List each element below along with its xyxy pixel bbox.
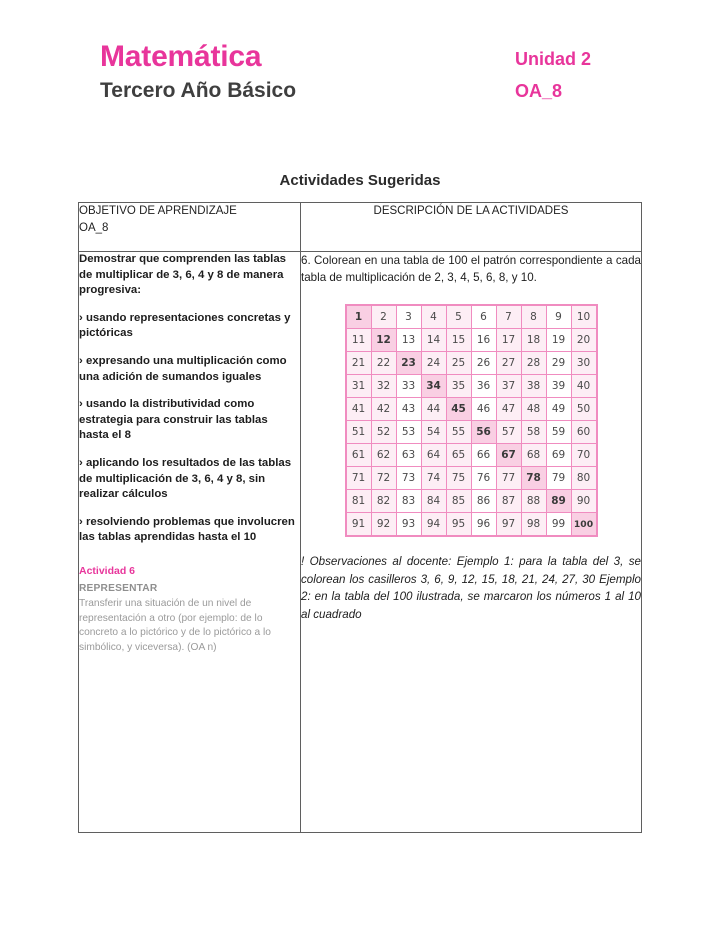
- objective-intro: Demostrar que comprenden las tablas de multiplicar de 3, 6, 4 y 8 de manera progresiva:: [79, 253, 286, 297]
- hundred-chart-body: [346, 305, 597, 536]
- hundred-chart-cell-4: 4: [421, 305, 446, 329]
- hundred-chart-cell-39: 39: [546, 375, 571, 398]
- hundred-chart-row: [346, 444, 597, 467]
- hundred-chart-cell-100: 100: [571, 513, 597, 537]
- hundred-chart-cell-85: 85: [446, 490, 471, 513]
- hundred-chart-cell-57: 57: [496, 421, 521, 444]
- hundred-chart-cell-97: 97: [496, 513, 521, 537]
- hundred-chart-cell-40: 40: [571, 375, 597, 398]
- hundred-chart-cell-88: 88: [521, 490, 546, 513]
- hundred-chart-cell-36: 36: [471, 375, 496, 398]
- hundred-chart: [345, 304, 598, 537]
- hundred-chart-row: [346, 513, 597, 537]
- hundred-chart-cell-61: 61: [346, 444, 372, 467]
- hundred-chart-cell-80: 80: [571, 467, 597, 490]
- hundred-chart-cell-76: 76: [471, 467, 496, 490]
- hundred-chart-cell-74: 74: [421, 467, 446, 490]
- hundred-chart-row: [346, 305, 597, 329]
- table-body-row: [79, 252, 642, 833]
- hundred-chart-row: [346, 375, 597, 398]
- hundred-chart-cell-16: 16: [471, 329, 496, 352]
- hundred-chart-cell-28: 28: [521, 352, 546, 375]
- hundred-chart-cell-37: 37: [496, 375, 521, 398]
- hundred-chart-cell-6: 6: [471, 305, 496, 329]
- hundred-chart-cell-34: 34: [421, 375, 446, 398]
- hundred-chart-cell-58: 58: [521, 421, 546, 444]
- hundred-chart-cell-11: 11: [346, 329, 372, 352]
- hundred-chart-cell-59: 59: [546, 421, 571, 444]
- hundred-chart-cell-62: 62: [371, 444, 396, 467]
- objective-bullet-4: › resolviendo problemas que involucren las tablas aprendidas hasta el 10: [79, 515, 295, 544]
- hundred-chart-cell-82: 82: [371, 490, 396, 513]
- hundred-chart-cell-71: 71: [346, 467, 372, 490]
- hundred-chart-cell-77: 77: [496, 467, 521, 490]
- activity-label: Actividad 6: [79, 564, 136, 577]
- hundred-chart-cell-73: 73: [396, 467, 421, 490]
- hundred-chart-cell-3: 3: [396, 305, 421, 329]
- hundred-chart-cell-90: 90: [571, 490, 597, 513]
- hundred-chart-cell-86: 86: [471, 490, 496, 513]
- hundred-chart-cell-64: 64: [421, 444, 446, 467]
- description-cell: [301, 252, 642, 833]
- hundred-chart-cell-27: 27: [496, 352, 521, 375]
- header-objective-line1: OBJETIVO DE APRENDIZAJE: [79, 205, 237, 217]
- hundred-chart-cell-92: 92: [371, 513, 396, 537]
- hundred-chart-cell-17: 17: [496, 329, 521, 352]
- hundred-chart-row: [346, 490, 597, 513]
- hundred-chart-row: [346, 352, 597, 375]
- header-description-label: DESCRIPCIÓN DE LA ACTIVIDADES: [373, 205, 569, 217]
- objective-bullet-0: › usando representaciones concretas y pictóricas: [79, 311, 291, 340]
- hundred-chart-cell-91: 91: [346, 513, 372, 537]
- teacher-observation-text: ! Observaciones al docente: Ejemplo 1: para la tabla del 3, se colorean los casilleros 3, 6, 9, 12, 15, 18, 21, 24, 27, 30 Ejemplo 2: en la tabla del 100 ilustrada, se marcaron los números 1 al 10 al cuadrado: [301, 555, 641, 621]
- hundred-chart-cell-49: 49: [546, 398, 571, 421]
- hundred-chart-cell-93: 93: [396, 513, 421, 537]
- hundred-chart-cell-8: 8: [521, 305, 546, 329]
- hundred-chart-cell-63: 63: [396, 444, 421, 467]
- table-header-row: [79, 203, 642, 252]
- hundred-chart-cell-43: 43: [396, 398, 421, 421]
- hundred-chart-cell-21: 21: [346, 352, 372, 375]
- hundred-chart-cell-81: 81: [346, 490, 372, 513]
- hundred-chart-cell-56: 56: [471, 421, 496, 444]
- activity-skill-box: [79, 564, 300, 655]
- hundred-chart-row: [346, 398, 597, 421]
- page-subtitle: Tercero Año Básico: [100, 79, 297, 102]
- header-cell-objective: [79, 203, 301, 252]
- hundred-grid-wrapper: [301, 304, 641, 537]
- hundred-chart-cell-55: 55: [446, 421, 471, 444]
- hundred-chart-cell-52: 52: [371, 421, 396, 444]
- hundred-chart-cell-84: 84: [421, 490, 446, 513]
- header-right-group: [515, 46, 591, 106]
- page-header: [100, 40, 660, 130]
- hundred-chart-cell-70: 70: [571, 444, 597, 467]
- hundred-chart-cell-47: 47: [496, 398, 521, 421]
- hundred-chart-cell-87: 87: [496, 490, 521, 513]
- hundred-chart-cell-12: 12: [371, 329, 396, 352]
- hundred-chart-cell-5: 5: [446, 305, 471, 329]
- hundred-chart-cell-1: 1: [346, 305, 372, 329]
- header-left-group: [100, 40, 296, 106]
- hundred-chart-row: [346, 329, 597, 352]
- hundred-chart-cell-9: 9: [546, 305, 571, 329]
- hundred-chart-cell-33: 33: [396, 375, 421, 398]
- hundred-chart-cell-98: 98: [521, 513, 546, 537]
- activities-table: [78, 202, 642, 833]
- hundred-chart-cell-48: 48: [521, 398, 546, 421]
- hundred-chart-cell-69: 69: [546, 444, 571, 467]
- activity-description-text: 6. Colorean en una tabla de 100 el patrón correspondiente a cada tabla de multiplicación de 2, 3, 4, 5, 6, 8, y 10.: [301, 254, 641, 284]
- objective-bullet-3: › aplicando los resultados de las tablas de multiplicación de 3, 6, 4 y 8, sin realizar cálculos: [79, 456, 292, 501]
- hundred-chart-cell-2: 2: [371, 305, 396, 329]
- hundred-chart-cell-51: 51: [346, 421, 372, 444]
- hundred-chart-cell-29: 29: [546, 352, 571, 375]
- unit-label: Unidad 2: [515, 49, 592, 69]
- hundred-chart-cell-26: 26: [471, 352, 496, 375]
- hundred-chart-cell-54: 54: [421, 421, 446, 444]
- hundred-chart-cell-94: 94: [421, 513, 446, 537]
- hundred-chart-cell-89: 89: [546, 490, 571, 513]
- hundred-chart-cell-25: 25: [446, 352, 471, 375]
- hundred-chart-cell-14: 14: [421, 329, 446, 352]
- hundred-chart-row: [346, 467, 597, 490]
- hundred-chart-cell-46: 46: [471, 398, 496, 421]
- hundred-chart-cell-19: 19: [546, 329, 571, 352]
- hundred-chart-cell-60: 60: [571, 421, 597, 444]
- skill-description: Transferir una situación de un nivel de representación a otro (por ejemplo: de lo concreto a lo pictórico y de lo pictórico a lo simbólico, y viceversa). (OA n): [79, 597, 271, 653]
- header-objective-line2: OA_8: [79, 222, 109, 234]
- oa-code-label: OA_8: [515, 81, 563, 101]
- hundred-chart-row: [346, 421, 597, 444]
- hundred-chart-cell-15: 15: [446, 329, 471, 352]
- hundred-chart-cell-95: 95: [446, 513, 471, 537]
- hundred-chart-cell-53: 53: [396, 421, 421, 444]
- hundred-chart-cell-68: 68: [521, 444, 546, 467]
- hundred-chart-cell-20: 20: [571, 329, 597, 352]
- hundred-chart-cell-65: 65: [446, 444, 471, 467]
- section-title: Actividades Sugeridas: [279, 172, 441, 189]
- hundred-chart-cell-96: 96: [471, 513, 496, 537]
- hundred-chart-cell-42: 42: [371, 398, 396, 421]
- skill-label: REPRESENTAR: [79, 582, 158, 594]
- objective-cell: [79, 252, 301, 833]
- hundred-chart-cell-45: 45: [446, 398, 471, 421]
- hundred-chart-cell-30: 30: [571, 352, 597, 375]
- hundred-chart-cell-44: 44: [421, 398, 446, 421]
- objective-bullet-1: › expresando una multiplicación como una adición de sumandos iguales: [79, 354, 287, 383]
- hundred-chart-cell-31: 31: [346, 375, 372, 398]
- hundred-chart-cell-22: 22: [371, 352, 396, 375]
- page-title: Matemática: [100, 40, 262, 73]
- header-cell-description: [301, 203, 642, 252]
- hundred-chart-cell-24: 24: [421, 352, 446, 375]
- objective-bullet-2: › usando la distributividad como estrategia para construir las tablas hasta el 8: [79, 398, 268, 442]
- hundred-chart-cell-10: 10: [571, 305, 597, 329]
- hundred-chart-cell-18: 18: [521, 329, 546, 352]
- hundred-chart-cell-50: 50: [571, 398, 597, 421]
- hundred-chart-cell-38: 38: [521, 375, 546, 398]
- hundred-chart-cell-78: 78: [521, 467, 546, 490]
- hundred-chart-cell-7: 7: [496, 305, 521, 329]
- hundred-chart-cell-23: 23: [396, 352, 421, 375]
- hundred-chart-cell-13: 13: [396, 329, 421, 352]
- hundred-chart-cell-41: 41: [346, 398, 372, 421]
- hundred-chart-cell-67: 67: [496, 444, 521, 467]
- hundred-chart-cell-79: 79: [546, 467, 571, 490]
- hundred-chart-cell-72: 72: [371, 467, 396, 490]
- hundred-chart-cell-75: 75: [446, 467, 471, 490]
- hundred-chart-cell-66: 66: [471, 444, 496, 467]
- hundred-chart-cell-35: 35: [446, 375, 471, 398]
- hundred-chart-cell-32: 32: [371, 375, 396, 398]
- hundred-chart-cell-99: 99: [546, 513, 571, 537]
- hundred-chart-cell-83: 83: [396, 490, 421, 513]
